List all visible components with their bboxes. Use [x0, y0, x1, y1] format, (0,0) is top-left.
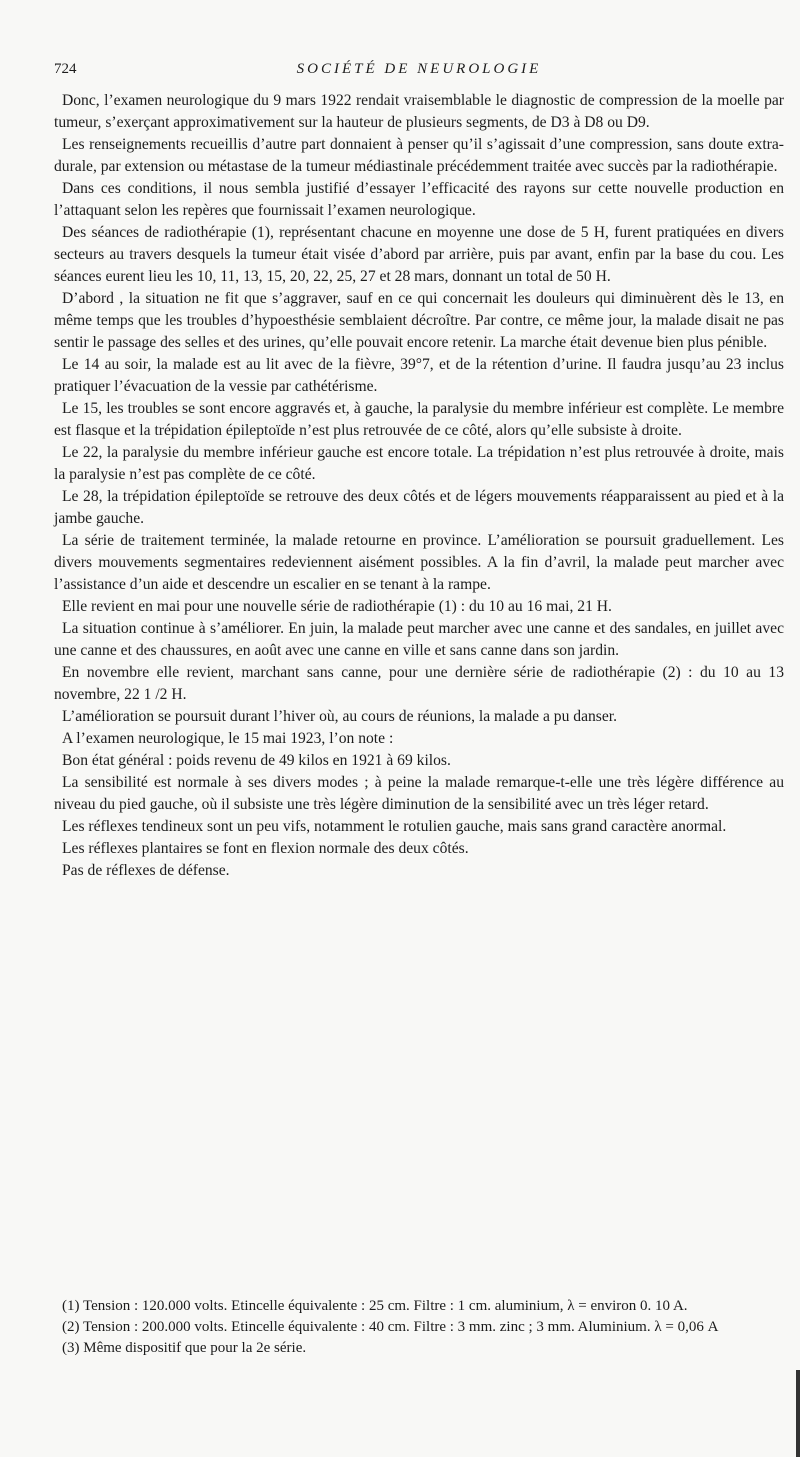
paragraph: Le 22, la paralysie du membre inférieur gauche est encore totale. La trépidation n’est plus retrouvée à droite, mais la paralysie n’est pas complète de ce côté. — [54, 444, 784, 483]
page-header — [54, 58, 784, 80]
footnotes — [54, 1296, 784, 1359]
article-body — [54, 90, 784, 882]
paragraph: La sensibilité est normale à ses divers modes ; à peine la malade remarque-t-elle une très légère différence au niveau du pied gauche, où il subsiste une très légère diminution de la sensibilité avec un très léger retard. — [54, 774, 784, 813]
paragraph: L’amélioration se poursuit durant l’hiver où, au cours de réunions, la malade a pu danser. — [62, 708, 618, 725]
paragraph: Les réflexes plantaires se font en flexion normale des deux côtés. — [62, 840, 469, 857]
paragraph: Pas de réflexes de défense. — [62, 862, 230, 879]
paragraph: Le 28, la trépidation épileptoïde se retrouve des deux côtés et de légers mouvements réapparaissent au pied et à la jambe gauche. — [54, 488, 784, 527]
paragraph: Dans ces conditions, il nous sembla justifié d’essayer l’efficacité des rayons sur cette nouvelle production en l’attaquant selon les repères que fournissait l’examen neurologique. — [54, 180, 784, 219]
paragraph: D’abord , la situation ne fit que s’aggraver, sauf en ce qui concernait les douleurs qui diminuèrent dès le 13, en même temps que les troubles d’hypoesthésie semblaient décroître. Par contre, ce même jour, la malade disait ne pas sentir le passage des selles et des urines, qu’elle pouvait encore retenir. La marche était devenue bien plus pénible. — [54, 290, 784, 351]
paragraph: Les renseignements recueillis d’autre part donnaient à penser qu’il s’agissait d’une compression, sans doute extra-durale, par extension ou métastase de la tumeur médiastinale précédemment traitée avec succès par la radiothérapie. — [54, 136, 784, 175]
paragraph: La série de traitement terminée, la malade retourne en province. L’amélioration se poursuit graduellement. Les divers mouvements segmentaires redeviennent aisément possibles. A la fin d’avril, la malade peut marcher avec l’assistance d’un aide et descendre un escalier en se tenant à la rampe. — [54, 532, 784, 593]
page-number: 724 — [54, 61, 77, 77]
paragraph: La situation continue à s’améliorer. En juin, la malade peut marcher avec une canne et des sandales, en juillet avec une canne et des chaussures, en août avec une canne en ville et sans canne dans son jardin. — [54, 620, 784, 659]
footnote: (1) Tension : 120.000 volts. Etincelle équivalente : 25 cm. Filtre : 1 cm. aluminium, λ = environ 0. 10 A. — [62, 1298, 688, 1314]
paragraph: Le 14 au soir, la malade est au lit avec de la fièvre, 39°7, et de la rétention d’urine. Il faudra jusqu’au 23 inclus pratiquer l’évacuation de la vessie par cathétérisme. — [54, 356, 784, 395]
scan-edge-mark — [796, 1370, 800, 1457]
footnote: (3) Même dispositif que pour la 2e série. — [62, 1340, 307, 1356]
paragraph: Elle revient en mai pour une nouvelle série de radiothérapie (1) : du 10 au 16 mai, 21 H. — [62, 598, 612, 615]
paragraph: Bon état général : poids revenu de 49 kilos en 1921 à 69 kilos. — [62, 752, 451, 769]
paragraph: Donc, l’examen neurologique du 9 mars 1922 rendait vraisemblable le diagnostic de compression de la moelle par tumeur, s’exerçant approximativement sur la hauteur de plusieurs segments, de D3 à D8 ou D9. — [54, 92, 784, 131]
footnote: (2) Tension : 200.000 volts. Etincelle équivalente : 40 cm. Filtre : 3 mm. zinc ; 3 mm. Aluminium. λ = 0,06 A — [62, 1319, 719, 1335]
paragraph: Le 15, les troubles se sont encore aggravés et, à gauche, la paralysie du membre inférieur est complète. Le membre est flasque et la trépidation épileptoïde n’est plus retrouvée de ce côté, alors qu’elle subsiste à droite. — [54, 400, 784, 439]
page — [54, 58, 784, 882]
paragraph: En novembre elle revient, marchant sans canne, pour une dernière série de radiothérapie (2) : du 10 au 13 novembre, 22 1 /2 H. — [54, 664, 784, 703]
paragraph: Les réflexes tendineux sont un peu vifs, notamment le rotulien gauche, mais sans grand caractère anormal. — [62, 818, 727, 835]
running-title: SOCIÉTÉ DE NEUROLOGIE — [296, 61, 542, 77]
paragraph: Des séances de radiothérapie (1), représentant chacune en moyenne une dose de 5 H, furent pratiquées en divers secteurs au travers desquels la tumeur était visée d’abord par arrière, puis par avant, enfin par la base du cou. Les séances eurent lieu les 10, 11, 13, 15, 20, 22, 25, 27 et 28 mars, donnant un total de 50 H. — [54, 224, 784, 285]
paragraph: A l’examen neurologique, le 15 mai 1923, l’on note : — [62, 730, 394, 747]
